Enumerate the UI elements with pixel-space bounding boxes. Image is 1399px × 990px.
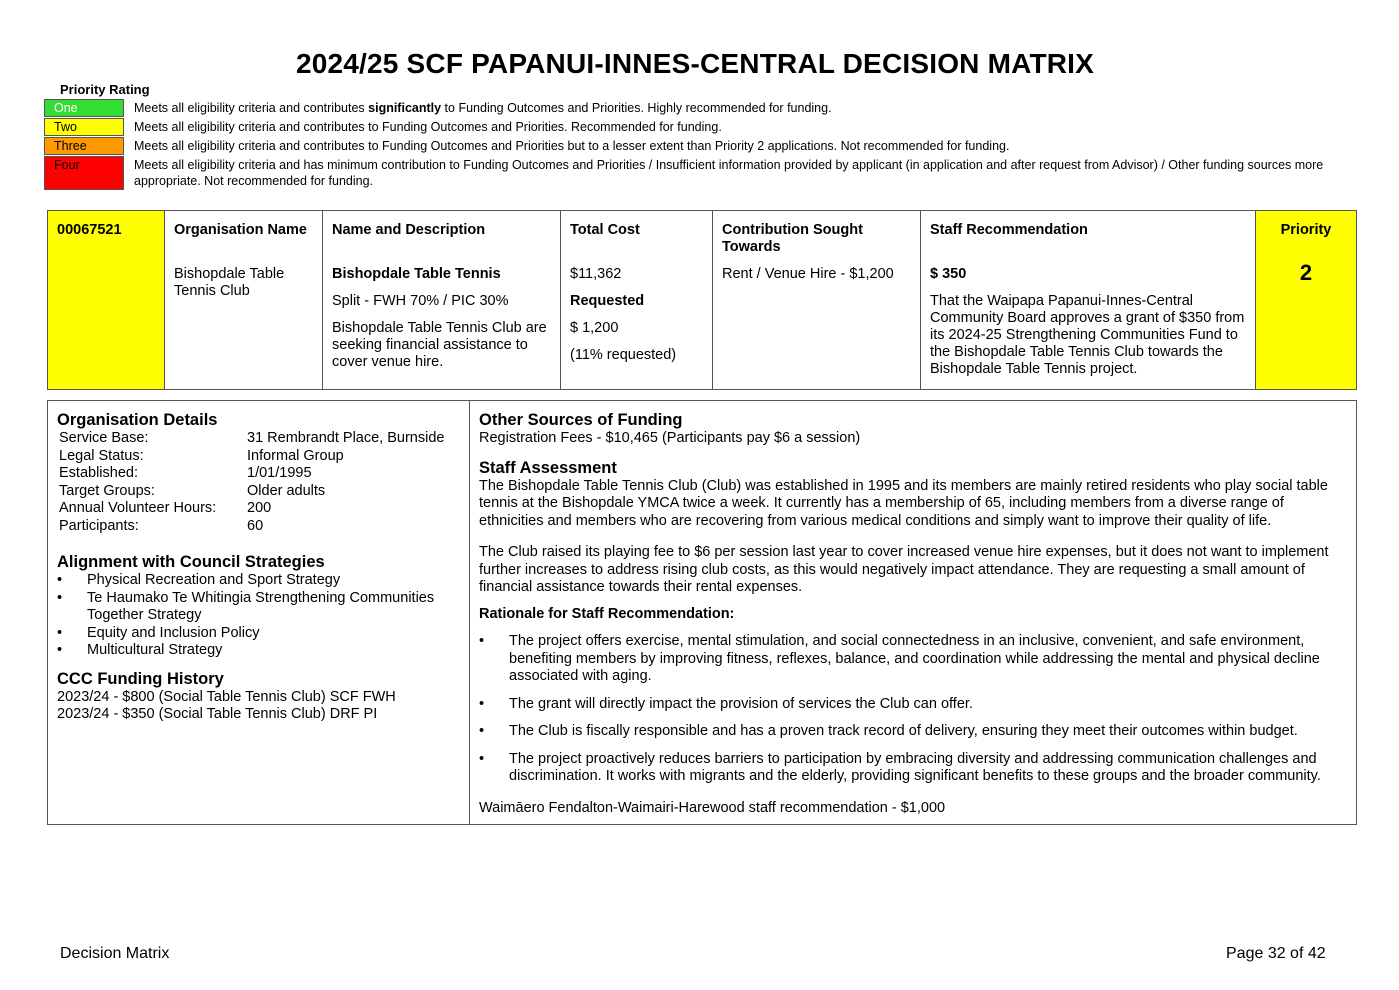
alignment-title: Alignment with Council Strategies bbox=[57, 553, 325, 571]
application-id-cell bbox=[48, 211, 165, 389]
rationale-footnote: Waimāero Fendalton-Waimairi-Harewood staff recommendation - $1,000 bbox=[479, 799, 946, 816]
rationale-item: • The project proactively reduces barriers to participation by embracing diversity and addressing communication challenges and discrimination. It works with migrants and the elderly, providing significant benefits to these groups and the broader community. bbox=[479, 751, 1347, 786]
rationale-title: Rationale for Staff Recommendation: bbox=[479, 605, 735, 622]
staff-assessment-title: Staff Assessment bbox=[479, 458, 617, 477]
project-name: Bishopdale Table Tennis bbox=[332, 266, 501, 282]
footer-document-name: Decision Matrix bbox=[60, 945, 170, 962]
name-description-header: Name and Description bbox=[332, 222, 486, 238]
application-summary-table bbox=[47, 210, 1357, 390]
application-id: 00067521 bbox=[57, 222, 122, 238]
detail-value: Informal Group bbox=[247, 447, 344, 464]
funding-split: Split - FWH 70% / PIC 30% bbox=[332, 293, 509, 309]
other-funding-title: Other Sources of Funding bbox=[479, 411, 683, 429]
organisation-name: Bishopdale Table Tennis Club bbox=[174, 266, 285, 299]
footer-page-number: Page 32 of 42 bbox=[1226, 945, 1326, 962]
legend-row-one bbox=[44, 99, 1344, 117]
left-column bbox=[48, 401, 470, 824]
project-description: Bishopdale Table Tennis Club are seeking financial assistance to cover venue hire. bbox=[332, 320, 547, 370]
legend-text-three: Meets all eligibility criteria and contributes to Funding Outcomes and Priorities but to a lesser extent than Priority 2 applications. Not recommended for funding. bbox=[134, 139, 1010, 153]
organisation-cell bbox=[165, 211, 323, 389]
page-title: 2024/25 SCF PAPANUI-INNES-CENTRAL DECISION MATRIX bbox=[295, 48, 1095, 79]
detail-key: Participants: bbox=[59, 517, 139, 534]
rationale-item: • The Club is fiscally responsible and has a proven track record of delivery, ensuring they meet their outcomes within budget. bbox=[479, 723, 1347, 741]
right-column bbox=[470, 401, 1356, 824]
detail-row bbox=[57, 465, 460, 483]
priority-swatch-two: Two bbox=[44, 118, 124, 136]
other-funding-text: Registration Fees - $10,465 (Participants pay $6 a session) bbox=[479, 430, 861, 446]
priority-swatch-one: One bbox=[44, 99, 124, 117]
rationale-item: • The grant will directly impact the provision of services the Club can offer. bbox=[479, 696, 1347, 714]
contribution-header: Contribution Sought Towards bbox=[722, 222, 863, 255]
legend-text-four: Meets all eligibility criteria and has minimum contribution to Funding Outcomes and Priorities / Insufficient information provided by applicant (in application and after request from Advisor) / Other funding sources more appropriate. Not recommended for funding. bbox=[134, 158, 1324, 188]
name-description-cell bbox=[323, 211, 561, 389]
assessment-paragraph-2: The Club raised its playing fee to $6 per session last year to cover increased venue hire expenses, but it does not want to implement further increases to address rising club costs, as this would negatively impact attendance. They are requesting a small amount of financial assistance towards their rental expenses. bbox=[479, 544, 1329, 595]
priority-rating-heading: Priority Rating bbox=[60, 82, 150, 97]
detail-value: 1/01/1995 bbox=[247, 465, 312, 481]
contribution-value: Rent / Venue Hire - $1,200 bbox=[722, 266, 894, 282]
staff-recommendation-header: Staff Recommendation bbox=[930, 222, 1088, 238]
priority-legend bbox=[44, 99, 1344, 191]
total-cost-value: $11,362 bbox=[570, 266, 622, 282]
detail-key: Annual Volunteer Hours: bbox=[59, 500, 217, 516]
requested-label: Requested bbox=[570, 293, 645, 309]
alignment-list bbox=[57, 572, 460, 660]
legend-row-four bbox=[44, 156, 1344, 190]
list-item: • Equity and Inclusion Policy bbox=[57, 625, 460, 643]
priority-value: 2 bbox=[1299, 260, 1313, 285]
total-cost-header: Total Cost bbox=[570, 222, 640, 238]
detail-row bbox=[57, 518, 460, 536]
detail-value: 200 bbox=[247, 500, 272, 516]
list-item: • Multicultural Strategy bbox=[57, 642, 460, 660]
detail-row bbox=[57, 448, 460, 466]
detail-key: Service Base: bbox=[59, 430, 149, 446]
legend-text-one: Meets all eligibility criteria and contributes significantly to Funding Outcomes and Priorities. Highly recommended for funding. bbox=[134, 101, 832, 115]
organisation-details-list bbox=[57, 430, 460, 535]
priority-swatch-three: Three bbox=[44, 137, 124, 155]
detail-row bbox=[57, 483, 460, 501]
requested-amount: $ 1,200 bbox=[570, 320, 619, 336]
organisation-details-title: Organisation Details bbox=[57, 411, 218, 429]
detail-row bbox=[57, 500, 460, 518]
funding-history-line: 2023/24 - $800 (Social Table Tennis Club) SCF FWH bbox=[57, 688, 396, 705]
legend-row-two bbox=[44, 118, 1344, 136]
funding-history-line: 2023/24 - $350 (Social Table Tennis Club) DRF PI bbox=[57, 706, 378, 722]
detail-key: Target Groups: bbox=[59, 482, 155, 499]
detail-row bbox=[57, 430, 460, 448]
detail-value: 31 Rembrandt Place, Burnside bbox=[247, 430, 445, 446]
detail-value: Older adults bbox=[247, 482, 326, 499]
legend-text-two: Meets all eligibility criteria and contributes to Funding Outcomes and Priorities. Recommended for funding. bbox=[134, 120, 722, 134]
staff-recommendation-cell bbox=[921, 211, 1256, 389]
organisation-header: Organisation Name bbox=[174, 222, 307, 238]
total-cost-cell bbox=[561, 211, 713, 389]
detail-value: 60 bbox=[247, 517, 264, 534]
detail-key: Established: bbox=[59, 465, 138, 481]
contribution-cell bbox=[713, 211, 921, 389]
staff-recommendation-text: That the Waipapa Papanui-Innes-Central Community Board approves a grant of $350 from its 2024-25 Strengthening Communities Fund to the Bishopdale Table Tennis Club towards the Bishopdale Table Tennis project. bbox=[930, 293, 1245, 377]
legend-row-three bbox=[44, 137, 1344, 155]
requested-percentage: (11% requested) bbox=[570, 347, 677, 363]
list-item: • Physical Recreation and Sport Strategy bbox=[57, 572, 460, 590]
details-box bbox=[47, 400, 1357, 825]
detail-key: Legal Status: bbox=[59, 447, 144, 464]
assessment-paragraph-1: The Bishopdale Table Tennis Club (Club) was established in 1995 and its members are mainly retired residents who play social table tennis at the Bishopdale YMCA twice a week. It currently has a membership of 65, including members from a diverse range of ethnicities and members who are recovering from various medical conditions and simply want to improve their quality of life. bbox=[479, 477, 1328, 529]
rationale-item: • The project offers exercise, mental stimulation, and social connectedness in an inclusive, convenient, and safe environment, benefiting members by improving fitness, reflexes, balance, and coordination while addressing the mental and physical decline associated with aging. bbox=[479, 633, 1347, 686]
list-item: • Te Haumako Te Whitingia Strengthening Communities Together Strategy bbox=[57, 590, 460, 625]
priority-header: Priority bbox=[1280, 222, 1332, 238]
priority-swatch-four: Four bbox=[44, 156, 124, 190]
priority-cell bbox=[1256, 211, 1356, 389]
staff-recommendation-amount: $ 350 bbox=[930, 266, 967, 282]
funding-history-title: CCC Funding History bbox=[57, 669, 224, 688]
